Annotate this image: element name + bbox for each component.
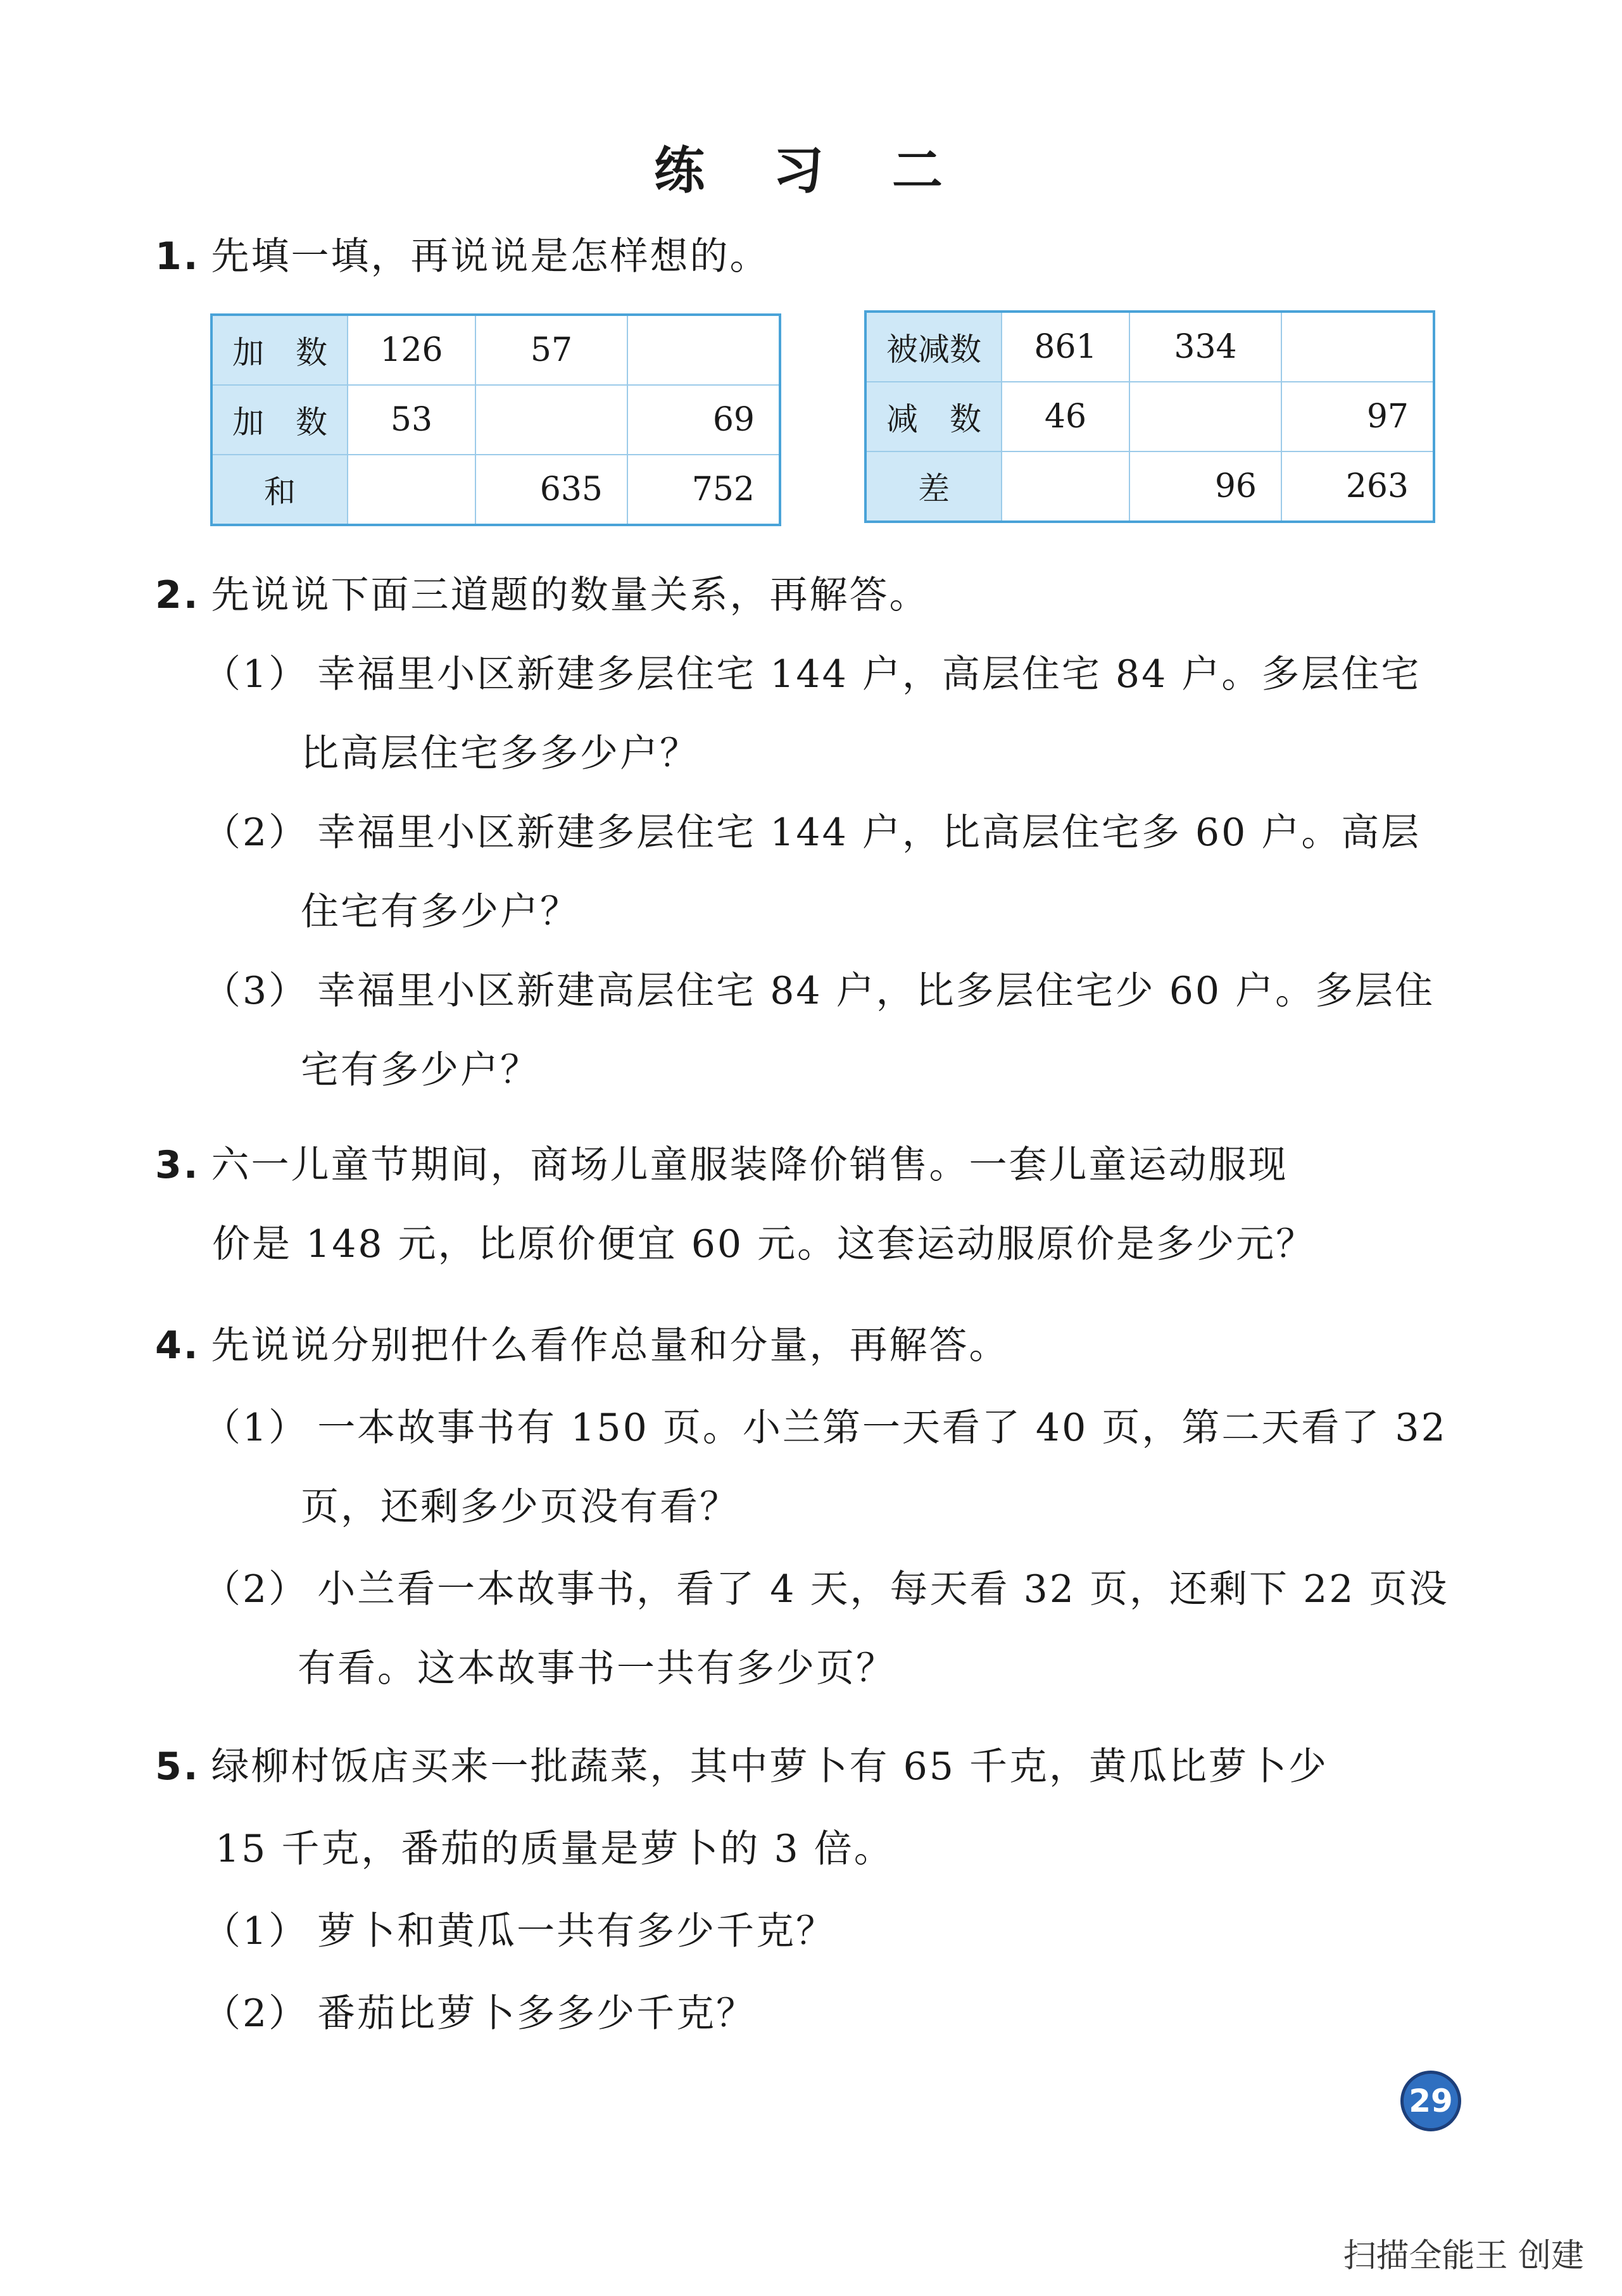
subtraction-cell: 861: [1002, 312, 1129, 382]
question-3-number: 3.: [155, 1143, 200, 1187]
subtraction-table: [864, 310, 1435, 523]
addition-cell: 635: [475, 455, 627, 525]
item-number: （3）: [203, 969, 309, 1013]
question-4-item-1-cont: 页，还剩多少页没有看？: [301, 1485, 739, 1529]
subtraction-cell-blank: [1002, 451, 1129, 522]
question-5-text: 绿柳村饭店买来一批蔬菜，其中萝卜有 65 千克，黄瓜比萝卜少: [211, 1744, 1329, 1789]
item-number: （1）: [203, 1406, 309, 1450]
subtraction-cell: 263: [1281, 451, 1434, 522]
subtraction-cell: 334: [1129, 312, 1281, 382]
page-number-badge: 29: [1400, 2071, 1461, 2131]
question-5-number: 5.: [155, 1744, 200, 1789]
item-number: （1）: [203, 1909, 309, 1953]
addition-row-label: 加 数: [211, 385, 348, 455]
question-2-item-3: [203, 962, 1435, 1019]
question-2-text: 先说说下面三道题的数量关系，再解答。: [211, 573, 929, 617]
item-text: 幸福里小区新建多层住宅 144 户，比高层住宅多 60 户。高层: [317, 811, 1421, 855]
subtraction-cell: 96: [1129, 451, 1281, 522]
addition-row-addend-2: [211, 385, 780, 455]
scanner-watermark: 扫描全能王 创建: [1343, 2237, 1584, 2275]
question-2-item-3-cont: 宅有多少户？: [301, 1048, 540, 1092]
addition-cell: 69: [627, 385, 780, 455]
addition-row-sum: [211, 455, 780, 525]
question-2-number: 2.: [155, 573, 200, 617]
question-4: [155, 1317, 1009, 1374]
question-5-item-2: [203, 1985, 756, 2042]
addition-cell-blank: [475, 385, 627, 455]
question-3-cont: 价是 148 元，比原价便宜 60 元。这套运动服原价是多少元？: [212, 1222, 1316, 1266]
addition-cell-blank: [627, 315, 780, 385]
addition-cell: 126: [348, 315, 475, 385]
subtraction-cell-blank: [1281, 312, 1434, 382]
question-4-item-2: [203, 1561, 1449, 1618]
page-title: 练 习 二: [654, 141, 968, 200]
question-1-text: 先填一填，再说说是怎样想的。: [211, 234, 770, 279]
addition-row-label: 加 数: [211, 315, 348, 385]
question-1: [155, 228, 770, 285]
question-4-item-1: [203, 1399, 1447, 1456]
question-5: [155, 1738, 1328, 1795]
item-text: 小兰看一本故事书，看了 4 天，每天看 32 页，还剩下 22 页没: [317, 1567, 1449, 1612]
addition-cell: 752: [627, 455, 780, 525]
addition-row-addend-1: [211, 315, 780, 385]
addition-cell: 57: [475, 315, 627, 385]
subtraction-row-label: 差: [865, 451, 1002, 522]
item-text: 萝卜和黄瓜一共有多少千克？: [317, 1909, 836, 1953]
subtraction-row-subtrahend: [865, 382, 1434, 451]
subtraction-cell: 97: [1281, 382, 1434, 451]
item-text: 一本故事书有 150 页。小兰第一天看了 40 页，第二天看了 32: [317, 1406, 1447, 1450]
question-2-item-2: [203, 804, 1421, 861]
subtraction-row-difference: [865, 451, 1434, 522]
addition-cell-blank: [348, 455, 475, 525]
question-2-item-2-cont: 住宅有多少户？: [301, 890, 580, 934]
item-number: （2）: [203, 1567, 309, 1612]
question-2-item-1: [203, 646, 1421, 703]
item-number: （2）: [203, 811, 309, 855]
question-5-cont: 15 千克，番茄的质量是萝卜的 3 倍。: [215, 1827, 894, 1871]
question-4-number: 4.: [155, 1323, 200, 1368]
item-text: 番茄比萝卜多多少千克？: [317, 1991, 757, 2036]
question-4-item-2-cont: 有看。这本故事书一共有多少页？: [298, 1646, 896, 1691]
addition-row-label: 和: [211, 455, 348, 525]
item-text: 幸福里小区新建多层住宅 144 户，高层住宅 84 户。多层住宅: [317, 652, 1421, 697]
question-3: [155, 1137, 1288, 1194]
addition-table: [210, 313, 781, 526]
question-5-item-1: [203, 1903, 836, 1960]
subtraction-row-label: 被减数: [865, 312, 1002, 382]
question-2-item-1-cont: 比高层住宅多多少户？: [301, 731, 700, 776]
question-2: [155, 567, 929, 624]
item-number: （2）: [203, 1991, 309, 2036]
question-1-number: 1.: [155, 234, 200, 279]
question-4-text: 先说说分别把什么看作总量和分量，再解答。: [211, 1323, 1009, 1368]
item-text: 幸福里小区新建高层住宅 84 户，比多层住宅少 60 户。多层住: [317, 969, 1435, 1013]
subtraction-cell-blank: [1129, 382, 1281, 451]
addition-cell: 53: [348, 385, 475, 455]
subtraction-row-minuend: [865, 312, 1434, 382]
subtraction-cell: 46: [1002, 382, 1129, 451]
subtraction-row-label: 减 数: [865, 382, 1002, 451]
item-number: （1）: [203, 652, 309, 697]
question-3-text: 六一儿童节期间，商场儿童服装降价销售。一套儿童运动服现: [211, 1143, 1288, 1187]
